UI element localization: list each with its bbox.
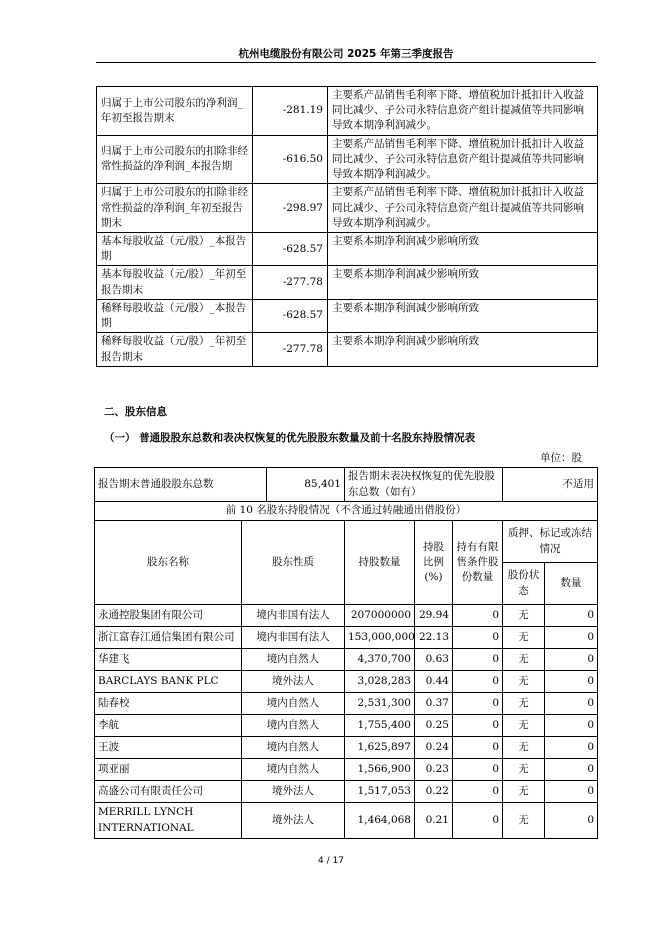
column-header-pledge-group: 质押、标记或冻结情况 <box>503 521 598 563</box>
column-header-name: 股东名称 <box>95 521 242 605</box>
indicator-value: -277.78 <box>253 266 328 299</box>
shareholder-nature: 境内自然人 <box>242 649 345 671</box>
shareholder-nature: 境内自然人 <box>242 737 345 759</box>
table-row <box>95 468 598 502</box>
preferred-shareholders-value: 不适用 <box>503 468 598 502</box>
indicator-item: 归属于上市公司股东的净利润_年初至报告期末 <box>97 87 253 136</box>
shareholder-pledge-status: 无 <box>503 737 545 759</box>
shareholder-nature: 境外法人 <box>242 781 345 803</box>
shareholder-pledge-status: 无 <box>503 627 545 649</box>
unit-label: 单位：股 <box>540 452 582 464</box>
column-header-restricted: 持有有限售条件股份数量 <box>453 521 503 605</box>
total-shareholders-label: 报告期末普通股股东总数 <box>95 468 267 502</box>
shareholder-shares: 1,464,068 <box>345 803 415 839</box>
shareholder-pledge-status: 无 <box>503 759 545 781</box>
table-row <box>97 299 598 332</box>
table-row <box>97 87 598 136</box>
shareholder-shares: 1,625,897 <box>345 737 415 759</box>
indicator-value: -281.19 <box>253 87 328 136</box>
indicator-reason: 主要系本期净利润减少影响所致 <box>328 299 598 332</box>
shareholder-restricted: 0 <box>453 781 503 803</box>
page-header: 杭州电缆股份有限公司 2025 年第三季度报告 <box>238 48 454 60</box>
indicator-value: -277.78 <box>253 333 328 366</box>
indicator-item: 稀释每股收益（元/股）_本报告期 <box>97 299 253 332</box>
table-row <box>97 135 598 184</box>
column-header-pledge-qty: 数量 <box>545 563 598 605</box>
table-row <box>97 184 598 233</box>
shareholder-pledge-qty: 0 <box>545 605 598 627</box>
shareholder-restricted: 0 <box>453 759 503 781</box>
shareholder-nature: 境内非国有法人 <box>242 605 345 627</box>
header-rule <box>96 62 596 63</box>
shareholder-restricted: 0 <box>453 693 503 715</box>
page-number: 4 / 17 <box>318 856 344 866</box>
shareholder-nature: 境内自然人 <box>242 759 345 781</box>
shareholder-restricted: 0 <box>453 803 503 839</box>
indicator-value: -628.57 <box>253 299 328 332</box>
indicator-reason: 主要系产品销售毛利率下降、增值税加计抵扣计入收益同比减少、子公司永特信息资产组计提减值等共同影响导致本期净利润减少。 <box>328 184 598 233</box>
shareholder-name: BARCLAYS BANK PLC <box>95 671 242 693</box>
shareholder-table <box>94 467 598 839</box>
table-row <box>95 715 598 737</box>
shareholder-name: 项亚丽 <box>95 759 242 781</box>
shareholder-name: MERRILL LYNCH INTERNATIONAL <box>95 803 242 839</box>
indicator-reason: 主要系本期净利润减少影响所致 <box>328 266 598 299</box>
shareholder-pledge-status: 无 <box>503 715 545 737</box>
shareholder-restricted: 0 <box>453 627 503 649</box>
column-header-shares: 持股数量 <box>345 521 415 605</box>
shareholder-pledge-status: 无 <box>503 671 545 693</box>
table-row <box>95 759 598 781</box>
shareholder-ratio: 0.22 <box>415 781 453 803</box>
shareholder-pledge-qty: 0 <box>545 803 598 839</box>
shareholder-pledge-status: 无 <box>503 803 545 839</box>
column-header-pledge-status: 股份状态 <box>503 563 545 605</box>
indicator-value: -628.57 <box>253 232 328 265</box>
indicator-value: -298.97 <box>253 184 328 233</box>
shareholder-pledge-status: 无 <box>503 649 545 671</box>
shareholder-pledge-qty: 0 <box>545 693 598 715</box>
shareholder-pledge-qty: 0 <box>545 627 598 649</box>
column-header-ratio: 持股比例(%) <box>415 521 453 605</box>
shareholder-pledge-qty: 0 <box>545 759 598 781</box>
indicator-item: 基本每股收益（元/股）_本报告期 <box>97 232 253 265</box>
shareholder-pledge-status: 无 <box>503 605 545 627</box>
indicator-change-table <box>96 86 598 367</box>
table-row <box>95 737 598 759</box>
shareholder-shares: 207000000 <box>345 605 415 627</box>
indicator-reason: 主要系产品销售毛利率下降、增值税加计抵扣计入收益同比减少、子公司永特信息资产组计提减值等共同影响导致本期净利润减少。 <box>328 135 598 184</box>
shareholder-ratio: 0.23 <box>415 759 453 781</box>
shareholder-ratio: 29.94 <box>415 605 453 627</box>
indicator-reason: 主要系本期净利润减少影响所致 <box>328 232 598 265</box>
shareholder-name: 华建飞 <box>95 649 242 671</box>
shareholder-shares: 1,517,053 <box>345 781 415 803</box>
shareholder-name: 陆春校 <box>95 693 242 715</box>
total-shareholders-value: 85,401 <box>267 468 345 502</box>
shareholder-pledge-qty: 0 <box>545 737 598 759</box>
preferred-shareholders-label: 报告期末表决权恢复的优先股股东总数（如有） <box>345 468 503 502</box>
shareholder-shares: 3,028,283 <box>345 671 415 693</box>
indicator-item: 稀释每股收益（元/股）_年初至报告期末 <box>97 333 253 366</box>
indicator-reason: 主要系产品销售毛利率下降、增值税加计抵扣计入收益同比减少、子公司永特信息资产组计提减值等共同影响导致本期净利润减少。 <box>328 87 598 136</box>
shareholder-nature: 境外法人 <box>242 803 345 839</box>
section-heading: 二、股东信息 <box>104 406 167 418</box>
shareholder-ratio: 0.25 <box>415 715 453 737</box>
column-header-nature: 股东性质 <box>242 521 345 605</box>
table-row <box>95 803 598 839</box>
table-row <box>95 671 598 693</box>
shareholder-shares: 4,370,700 <box>345 649 415 671</box>
indicator-item: 归属于上市公司股东的扣除非经常性损益的净利润_本报告期 <box>97 135 253 184</box>
shareholder-pledge-qty: 0 <box>545 671 598 693</box>
shareholder-pledge-status: 无 <box>503 781 545 803</box>
indicator-item: 归属于上市公司股东的扣除非经常性损益的净利润_年初至报告期末 <box>97 184 253 233</box>
table-row <box>95 605 598 627</box>
shareholder-name: 李航 <box>95 715 242 737</box>
shareholder-ratio: 22.13 <box>415 627 453 649</box>
shareholder-nature: 境内自然人 <box>242 693 345 715</box>
shareholder-restricted: 0 <box>453 737 503 759</box>
table-row <box>95 781 598 803</box>
shareholder-pledge-status: 无 <box>503 693 545 715</box>
shareholder-nature: 境内自然人 <box>242 715 345 737</box>
table-row <box>97 333 598 366</box>
indicator-item: 基本每股收益（元/股）_年初至报告期末 <box>97 266 253 299</box>
shareholder-shares: 2,531,300 <box>345 693 415 715</box>
shareholder-ratio: 0.37 <box>415 693 453 715</box>
shareholder-pledge-qty: 0 <box>545 715 598 737</box>
table-row <box>97 266 598 299</box>
shareholder-name: 永通控股集团有限公司 <box>95 605 242 627</box>
shareholder-ratio: 0.63 <box>415 649 453 671</box>
indicator-reason: 主要系本期净利润减少影响所致 <box>328 333 598 366</box>
shareholder-nature: 境外法人 <box>242 671 345 693</box>
shareholder-name: 王波 <box>95 737 242 759</box>
table-row <box>95 693 598 715</box>
shareholder-restricted: 0 <box>453 671 503 693</box>
shareholder-ratio: 0.24 <box>415 737 453 759</box>
shareholder-ratio: 0.21 <box>415 803 453 839</box>
shareholder-pledge-qty: 0 <box>545 649 598 671</box>
shareholder-shares: 1,755,400 <box>345 715 415 737</box>
table-row <box>95 627 598 649</box>
table-row <box>95 502 598 521</box>
shareholder-nature: 境内非国有法人 <box>242 627 345 649</box>
table-row <box>95 649 598 671</box>
shareholder-restricted: 0 <box>453 649 503 671</box>
table-row <box>97 232 598 265</box>
indicator-value: -616.50 <box>253 135 328 184</box>
subsection-heading: （一） 普通股股东总数和表决权恢复的优先股股东数量及前十名股东持股情况表 <box>104 432 476 444</box>
shareholder-restricted: 0 <box>453 715 503 737</box>
shareholder-ratio: 0.44 <box>415 671 453 693</box>
top10-caption: 前 10 名股东持股情况（不含通过转融通出借股份） <box>95 502 598 521</box>
table-header-row <box>95 521 598 563</box>
shareholder-pledge-qty: 0 <box>545 781 598 803</box>
shareholder-name: 浙江富春江通信集团有限公司 <box>95 627 242 649</box>
shareholder-restricted: 0 <box>453 605 503 627</box>
shareholder-shares: 1,566,900 <box>345 759 415 781</box>
shareholder-shares: 153,000,000 <box>345 627 415 649</box>
shareholder-name: 高盛公司有限责任公司 <box>95 781 242 803</box>
